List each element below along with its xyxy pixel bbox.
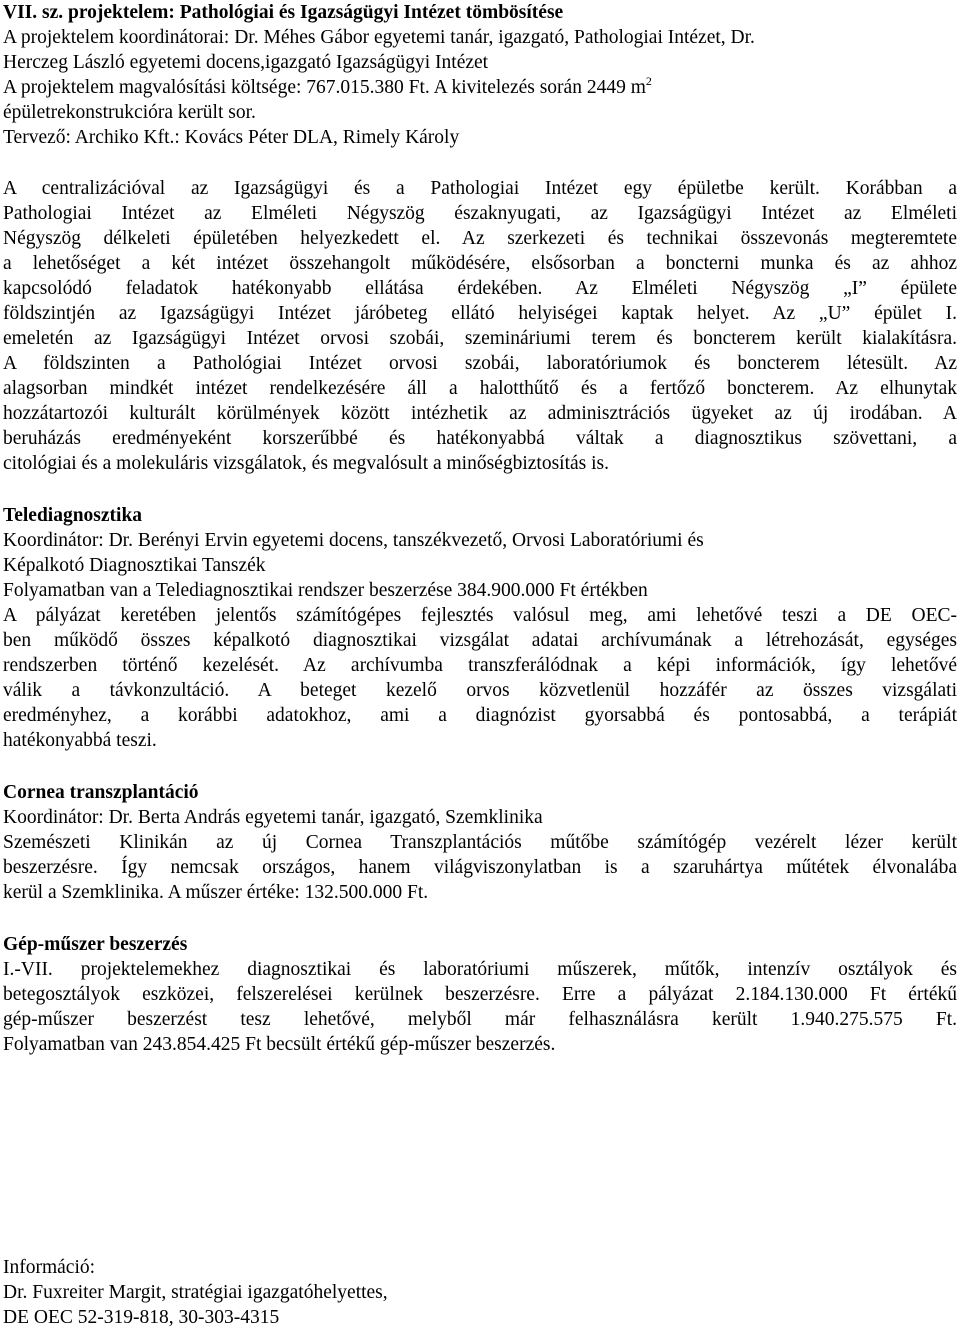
section-gep-muszer (3, 932, 957, 1057)
coordinators-line-1: A projektelem koordinátorai: Dr. Méhes Gábor egyetemi tanár, igazgató, Pathologiai Intézet, Dr. (3, 27, 755, 48)
body-line: alagsorban mindkét intézet rendelkezésére áll a halotthűtő és a fertőző boncterem. Az elhunytak (3, 378, 957, 399)
cost-line-2: épületrekonstrukcióra került sor. (3, 102, 256, 123)
section-vii-body (3, 176, 957, 476)
body-line: földszintjén az Igazságügyi Intézet járóbeteg ellátó helyiségei kaptak helyet. Az „U” épület I. (3, 303, 957, 324)
body-line: gép-műszer beszerzést tesz lehetővé, melyből már felhasználásra került 1.940.275.575 Ft. (3, 1009, 957, 1030)
body-line: beszerzésre. Így nemcsak országos, hanem világviszonylatban is a szaruhártya műtétek élvonalába (3, 857, 957, 878)
body-line: válik a távkonzultáció. A beteget kezelő orvos közvetlenül hozzáfér az összes vizsgálati (3, 680, 957, 701)
section-title: VII. sz. projektelem: Pathológiai és Igazságügyi Intézet tömbösítése (3, 2, 564, 23)
cost-line (3, 75, 957, 100)
info-phone: DE OEC 52-319-818, 30-303-4315 (3, 1307, 280, 1328)
document-page (3, 0, 957, 1328)
designer-line: Tervező: Archiko Kft.: Kovács Péter DLA, Rimely Károly (3, 127, 460, 148)
section-telediagnosztika (3, 503, 957, 753)
body-line: Folyamatban van 243.854.425 Ft becsült értékű gép-műszer beszerzés. (3, 1034, 556, 1055)
body-line: kerül a Szemklinika. A műszer értéke: 132.500.000 Ft. (3, 882, 429, 903)
cost-superscript: 2 (645, 74, 652, 88)
contact-info (3, 1255, 388, 1330)
info-name: Dr. Fuxreiter Margit, stratégiai igazgatóhelyettes, (3, 1282, 388, 1303)
body-line: ben működő összes képalkotó diagnosztikai vizsgálat adatai archívumának a létrehozását, egységes (3, 630, 957, 651)
body-line: A földszinten a Pathológiai Intézet orvosi szobái, laboratóriumok és boncterem létesült. Az (3, 353, 957, 374)
body-line: eredményhez, a korábbi adatokhoz, ami a diagnózist gyorsabbá és pontosabbá, a terápiát (3, 705, 957, 726)
gep-body (3, 957, 957, 1057)
body-line: Négyszög délkeleti épületében helyezkedett el. Az szerkezeti és technikai összevonás megteremtete (3, 228, 957, 249)
gep-heading: Gép-műszer beszerzés (3, 934, 188, 955)
cornea-body (3, 830, 957, 905)
body-line: beruházás eredményeként korszerűbbé és hatékonyabbá váltak a diagnosztikus szövettani, a (3, 428, 957, 449)
telediag-coordinator-line: Koordinátor: Dr. Berényi Ervin egyetemi docens, tanszékvezető, Orvosi Laboratóriumi és (3, 530, 704, 551)
telediag-procurement-line: Folyamatban van a Telediagnosztikai rendszer beszerzése 384.900.000 Ft értékben (3, 580, 648, 601)
telediag-coordinator-line: Képalkotó Diagnosztikai Tanszék (3, 555, 266, 576)
cost-text: A projektelem magvalósítási költsége: 767.015.380 Ft. A kivitelezés során 2449 m (3, 77, 646, 98)
cornea-heading: Cornea transzplantáció (3, 782, 199, 803)
cornea-coordinator: Koordinátor: Dr. Berta András egyetemi tanár, igazgató, Szemklinika (3, 807, 543, 828)
body-line: Pathologiai Intézet az Elméleti Négyszög északnyugati, az Igazságügyi Intézet az Elméleti (3, 203, 957, 224)
telediag-body (3, 603, 957, 753)
body-line: citológiai és a molekuláris vizsgálatok, és megvalósult a minőségbiztosítás is. (3, 453, 610, 474)
body-line: A pályázat keretében jelentős számítógépes fejlesztés valósul meg, ami lehetővé teszi a DE OEC- (3, 605, 957, 626)
body-line: betegosztályok eszközei, felszerelései kerülnek beszerzésre. Erre a pályázat 2.184.130.000 Ft értékű (3, 984, 957, 1005)
body-line: hatékonyabbá teszi. (3, 730, 157, 751)
telediag-heading: Telediagnosztika (3, 505, 143, 526)
body-line: emeletén az Igazságügyi Intézet orvosi szobái, szemináriumi terem és boncterem került kialakításra. (3, 328, 957, 349)
body-line: kapcsolódó feladatok hatékonyabb ellátása érdekében. Az Elméleti Négyszög „I” épülete (3, 278, 957, 299)
body-line: a lehetőséget a két intézet összehangolt működésére, elsősorban a boncterni munka és az ahhoz (3, 253, 957, 274)
section-cornea (3, 780, 957, 905)
body-line: I.-VII. projektelemekhez diagnosztikai és laboratóriumi műszerek, műtők, intenzív osztályok és (3, 959, 957, 980)
body-line: A centralizációval az Igazságügyi és a Pathologiai Intézet egy épületbe került. Korábban a (3, 178, 957, 199)
body-line: Szemészeti Klinikán az új Cornea Transzplantációs műtőbe számítógép vezérelt lézer került (3, 832, 957, 853)
section-vii (3, 0, 957, 476)
coordinators-line-2: Herczeg László egyetemi docens,igazgató Igazságügyi Intézet (3, 52, 489, 73)
body-line: rendszerben történő kezelését. Az archívumba transzferálódnak a képi információk, így lehetővé (3, 655, 957, 676)
info-label: Információ: (3, 1257, 96, 1278)
body-line: hozzátartozói kulturált körülmények között intézhetik az adminisztrációs ügyeket az új irodában. A (3, 403, 957, 424)
